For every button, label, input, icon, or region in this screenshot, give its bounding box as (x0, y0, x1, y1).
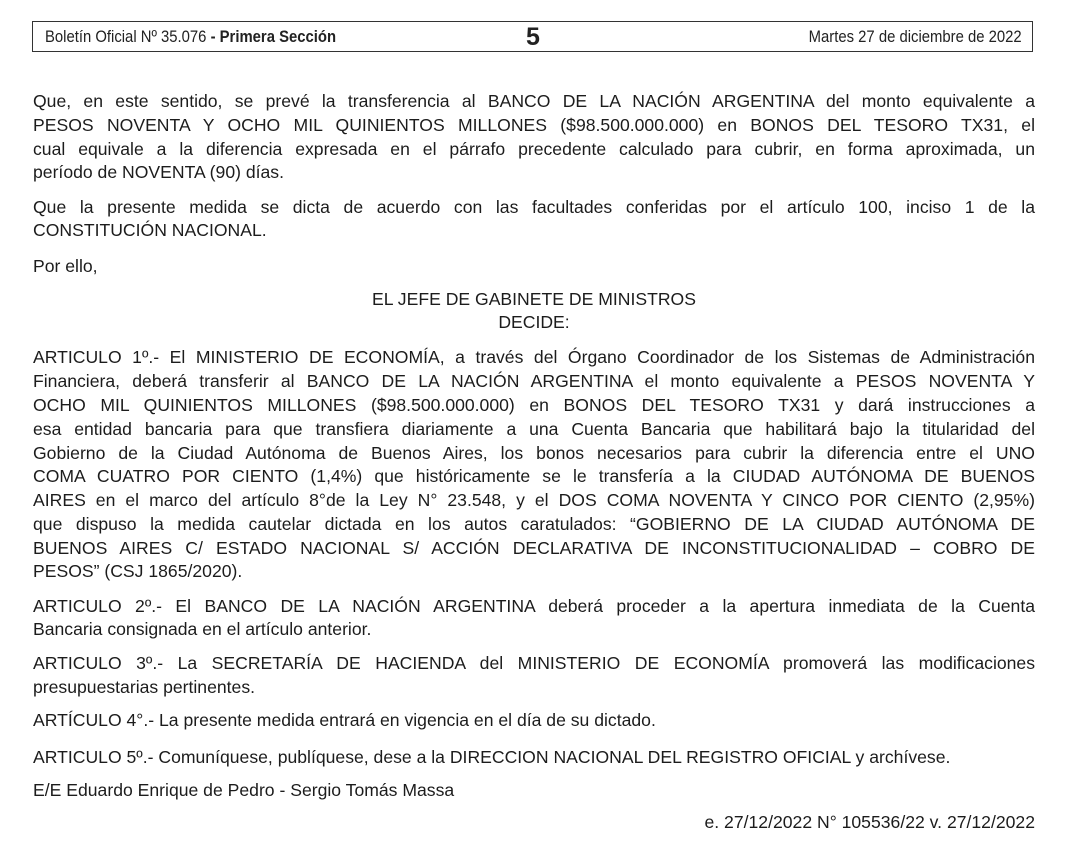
article-1-line: PESOS” (CSJ 1865/2020). (33, 561, 243, 581)
article-2-line: Bancaria consignada en el artículo anterior. (33, 619, 372, 639)
article-1-line: AIRES en el marco del artículo 8°de la Ley N° 23.548, y el DOS COMA NOVENTA Y CINCO POR CIENTO (2,95%) (33, 490, 1035, 510)
publication-date: Martes 27 de diciembre de 2022 (809, 28, 1022, 46)
article-1-line: BUENOS AIRES C/ ESTADO NACIONAL S/ ACCIÓN DECLARATIVA DE INCONSTITUCIONALIDAD – COBRO DE (33, 538, 1035, 558)
paragraph-line: CONSTITUCIÓN NACIONAL. (33, 220, 267, 240)
paragraph-line: PESOS NOVENTA Y OCHO MIL QUINIENTOS MILLONES ($98.500.000.000) en BONOS DEL TESORO TX31, el (33, 115, 1035, 135)
article-1-line: COMA CUATRO POR CIENTO (1,4%) que históricamente se le transfería a la CIUDAD AUTÓNOMA DE BUENOS (33, 466, 1035, 486)
authority-heading: EL JEFE DE GABINETE DE MINISTROS (372, 289, 696, 309)
publication-reference: e. 27/12/2022 N° 105536/22 v. 27/12/2022 (704, 812, 1035, 832)
decide-heading: DECIDE: (498, 312, 570, 332)
article-3-line: ARTICULO 3º.- La SECRETARÍA DE HACIENDA del MINISTERIO DE ECONOMÍA promoverá las modificaciones (33, 653, 1035, 673)
page-header (32, 21, 1033, 52)
publication-number: Boletín Oficial Nº 35.076 (45, 28, 207, 46)
article-1-line: que dispuso la medida cautelar dictada en los autos caratulados: “GOBIERNO DE LA CIUDAD AUTÓNOMA DE (33, 514, 1035, 534)
paragraph-line: Que, en este sentido, se prevé la transferencia al BANCO DE LA NACIÓN ARGENTINA del monto equivalente a (33, 91, 1035, 111)
article-5: ARTICULO 5º.- Comuníquese, publíquese, dese a la DIRECCION NACIONAL DEL REGISTRO OFICIAL y archívese. (33, 747, 951, 767)
paragraph-line: Por ello, (33, 256, 98, 276)
section-name: - Primera Sección (210, 28, 337, 46)
article-1-line: OCHO MIL QUINIENTOS MILLONES ($98.500.000.000) en BONOS DEL TESORO TX31 y dará instrucciones a (33, 395, 1035, 415)
article-1-line: ARTICULO 1º.- El MINISTERIO DE ECONOMÍA, a través del Órgano Coordinador de los Sistemas de Administración (33, 347, 1035, 367)
article-1-line: Gobierno de la Ciudad Autónoma de Buenos Aires, los bonos necesarios para cubrir la diferencia entre el UNO (33, 443, 1035, 463)
paragraph-line: período de NOVENTA (90) días. (33, 162, 284, 182)
signature: E/E Eduardo Enrique de Pedro - Sergio Tomás Massa (33, 780, 455, 800)
article-4: ARTÍCULO 4°.- La presente medida entrará en vigencia en el día de su dictado. (33, 710, 656, 730)
article-1-line: esa entidad bancaria para que transfiera diariamente a una Cuenta Bancaria que habilitará bajo la titularidad del (33, 419, 1035, 439)
paragraph-line: Que la presente medida se dicta de acuerdo con las facultades conferidas por el artículo 100, inciso 1 de la (33, 197, 1035, 217)
publication-title (45, 28, 336, 47)
article-3-line: presupuestarias pertinentes. (33, 677, 256, 697)
article-1-line: Financiera, deberá transferir al BANCO DE LA NACIÓN ARGENTINA el monto equivalente a PESOS NOVENTA Y (33, 371, 1035, 391)
page-number: 5 (526, 23, 540, 51)
paragraph-line: cual equivale a la diferencia expresada en el párrafo precedente calculado para cubrir, en forma aproximada, un (33, 139, 1035, 159)
article-2-line: ARTICULO 2º.- El BANCO DE LA NACIÓN ARGENTINA deberá proceder a la apertura inmediata de la Cuenta (33, 596, 1035, 616)
